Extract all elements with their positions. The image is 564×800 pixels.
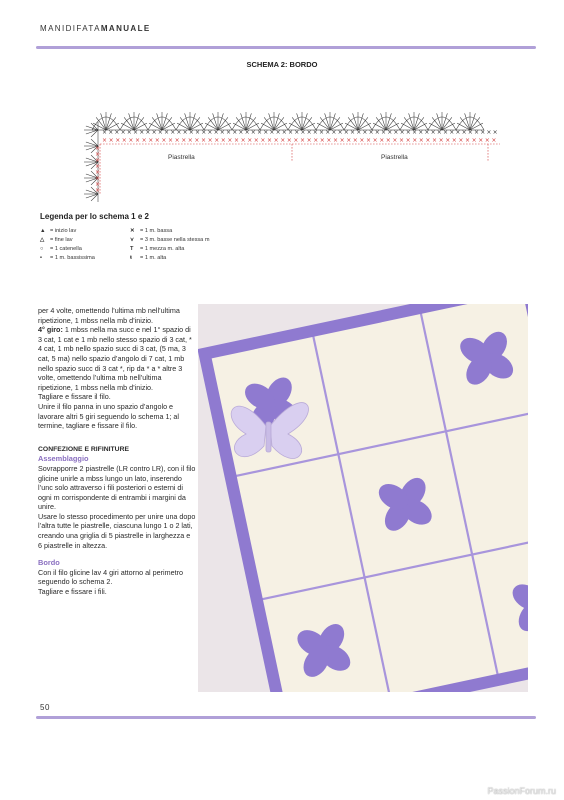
svg-text:×: × — [325, 129, 331, 136]
svg-text:×: × — [486, 129, 492, 136]
svg-text:×: × — [232, 129, 238, 136]
svg-text:×: × — [234, 137, 240, 144]
svg-text:×: × — [362, 129, 368, 136]
double-crochet-icon: ŧ — [130, 255, 132, 261]
svg-text:×: × — [157, 129, 163, 136]
svg-text:×: × — [331, 129, 337, 136]
legend-item: ŧ = 1 m. alta — [130, 255, 167, 261]
svg-text:×: × — [455, 129, 461, 136]
svg-text:×: × — [337, 129, 343, 136]
svg-text:×: × — [385, 137, 391, 144]
svg-text:×: × — [95, 181, 101, 188]
svg-text:×: × — [474, 129, 480, 136]
svg-text:×: × — [418, 137, 424, 144]
svg-text:×: × — [492, 129, 498, 136]
svg-text:×: × — [467, 129, 473, 136]
svg-text:×: × — [424, 129, 430, 136]
svg-text:×: × — [201, 129, 207, 136]
chain-icon: ○ — [40, 246, 44, 252]
svg-text:×: × — [161, 137, 167, 144]
svg-text:×: × — [372, 137, 378, 144]
svg-text:×: × — [220, 137, 226, 144]
svg-text:×: × — [359, 137, 365, 144]
svg-text:×: × — [95, 145, 101, 152]
svg-text:×: × — [247, 137, 253, 144]
svg-text:×: × — [368, 129, 374, 136]
svg-text:×: × — [170, 129, 176, 136]
svg-text:×: × — [393, 129, 399, 136]
svg-text:×: × — [240, 137, 246, 144]
svg-text:×: × — [102, 137, 108, 144]
legend-item: ✕ = 1 m. bassa — [130, 228, 173, 234]
svg-text:×: × — [399, 129, 405, 136]
section-heading: CONFEZIONE E RIFINITURE — [38, 445, 130, 453]
svg-text:×: × — [399, 137, 405, 144]
top-rule — [36, 46, 536, 49]
legend-right — [130, 227, 210, 263]
svg-text:×: × — [425, 137, 431, 144]
svg-text:×: × — [128, 137, 134, 144]
svg-text:×: × — [95, 187, 101, 194]
legend-title: Legenda per lo schema 1 e 2 — [40, 212, 149, 221]
svg-text:×: × — [263, 129, 269, 136]
tile-label-right: Piastrella — [381, 154, 408, 161]
page-number: 50 — [40, 703, 50, 712]
svg-text:×: × — [300, 129, 306, 136]
svg-text:×: × — [319, 137, 325, 144]
svg-text:×: × — [227, 137, 233, 144]
svg-text:×: × — [135, 137, 141, 144]
svg-text:×: × — [269, 129, 275, 136]
svg-text:×: × — [438, 137, 444, 144]
svg-text:×: × — [484, 137, 490, 144]
svg-text:×: × — [294, 129, 300, 136]
svg-text:×: × — [133, 129, 139, 136]
svg-text:×: × — [312, 129, 318, 136]
svg-text:×: × — [313, 137, 319, 144]
svg-text:×: × — [381, 129, 387, 136]
header-brand: MANIDIFATA — [40, 24, 101, 33]
svg-text:×: × — [471, 137, 477, 144]
svg-text:×: × — [374, 129, 380, 136]
svg-text:×: × — [491, 137, 497, 144]
svg-text:×: × — [145, 129, 151, 136]
subheading-assembly: Assemblaggio — [38, 454, 89, 464]
border-diagram — [62, 70, 502, 210]
header-section: MANUALE — [100, 24, 151, 33]
svg-text:×: × — [461, 129, 467, 136]
svg-text:×: × — [319, 129, 325, 136]
svg-text:×: × — [478, 137, 484, 144]
svg-text:×: × — [465, 137, 471, 144]
svg-text:×: × — [346, 137, 352, 144]
paragraph: Unire il filo panna in uno spazio d’angolo e lavorare altri 5 giri seguendo lo schema 1; al termine, tagliare e fissare il filo. — [38, 401, 180, 431]
svg-text:×: × — [436, 129, 442, 136]
instructions-column — [38, 306, 196, 597]
svg-text:×: × — [195, 129, 201, 136]
svg-text:×: × — [194, 137, 200, 144]
svg-text:×: × — [443, 129, 449, 136]
svg-text:×: × — [151, 129, 157, 136]
svg-text:×: × — [300, 137, 306, 144]
paragraph: 4° giro: 1 mbss nella ma succ e nel 1° spazio di 3 cat, 1 cat e 1 mb nello stesso spazio di 3 cat, * 4 cat, 1 mb nello spazio succ di 3 cat, (5 ma, 3 cat, 5 ma) nello spazio d’angolo di 7 cat, 1 mb nello spazio succ di 3 cat *, rip da * a * altre 3 volte, omettendo l’ultima mb nell’ultima ripetizione, 1 mbss nella mb d’inizio. — [38, 325, 192, 392]
svg-text:×: × — [102, 129, 108, 136]
svg-text:×: × — [168, 137, 174, 144]
svg-text:×: × — [449, 129, 455, 136]
paragraph: Usare lo stesso procedimento per unire una dopo l’altra tutte le piastrelle, ciascuna lungo 1 o 2 lati, creando una griglia di 5 piastrelle in larghezza e 6 piastrelle in altezza. — [38, 511, 196, 550]
triple-sc-icon: ⋎ — [130, 237, 135, 243]
svg-text:×: × — [480, 129, 486, 136]
svg-text:×: × — [288, 129, 294, 136]
svg-text:×: × — [115, 137, 121, 144]
svg-text:×: × — [148, 137, 154, 144]
svg-text:×: × — [226, 129, 232, 136]
svg-text:×: × — [293, 137, 299, 144]
svg-text:×: × — [445, 137, 451, 144]
svg-text:×: × — [164, 129, 170, 136]
svg-text:×: × — [121, 137, 127, 144]
svg-text:×: × — [405, 137, 411, 144]
paragraph: Tagliare e fissare i fili. — [38, 587, 107, 597]
svg-text:×: × — [326, 137, 332, 144]
svg-text:×: × — [95, 151, 101, 158]
svg-text:×: × — [379, 137, 385, 144]
svg-text:×: × — [213, 129, 219, 136]
svg-text:×: × — [430, 129, 436, 136]
svg-text:×: × — [214, 137, 220, 144]
running-header — [40, 24, 151, 33]
svg-text:×: × — [257, 129, 263, 136]
legend-item: △ = fine lav — [40, 237, 73, 243]
svg-text:×: × — [238, 129, 244, 136]
svg-text:×: × — [418, 129, 424, 136]
svg-text:×: × — [356, 129, 362, 136]
legend-item: ▲ = inizio lav — [40, 228, 77, 234]
svg-text:×: × — [207, 129, 213, 136]
svg-text:×: × — [275, 129, 281, 136]
svg-text:×: × — [405, 129, 411, 136]
svg-text:×: × — [306, 129, 312, 136]
svg-text:×: × — [412, 129, 418, 136]
start-icon: ▲ — [40, 228, 46, 234]
svg-text:×: × — [350, 129, 356, 136]
svg-text:×: × — [253, 137, 259, 144]
legend-item: ○ = 1 catenella — [40, 246, 82, 252]
svg-text:×: × — [244, 129, 250, 136]
svg-text:×: × — [176, 129, 182, 136]
svg-text:×: × — [120, 129, 126, 136]
schema-title: SCHEMA 2: BORDO — [246, 60, 318, 69]
svg-text:×: × — [141, 137, 147, 144]
svg-text:×: × — [188, 129, 194, 136]
legend-item: T = 1 mezza m. alta — [130, 246, 185, 252]
svg-text:×: × — [95, 169, 101, 176]
svg-text:×: × — [219, 129, 225, 136]
legend-item: ⋎ = 3 m. basse nella stessa m — [130, 237, 210, 243]
svg-text:×: × — [95, 175, 101, 182]
paragraph: Sovrapporre 2 piastrelle (LR contro LR), con il filo glicine unirle a mbss lungo un lato, inserendo l’unc solo attraverso i fili posteriori o esterni di ogni m corrispondente di entrambi i margini da unire. — [38, 463, 196, 512]
svg-text:×: × — [458, 137, 464, 144]
paragraph: per 4 volte, omettendo l’ultima mb nell’ultima ripetizione, 1 mbss nella mb d’inizio. — [38, 306, 180, 325]
watermark: PassionForum.ru — [487, 786, 556, 796]
svg-text:×: × — [339, 137, 345, 144]
svg-text:×: × — [95, 163, 101, 170]
half-double-icon: T — [130, 246, 134, 252]
svg-text:×: × — [182, 129, 188, 136]
svg-text:×: × — [451, 137, 457, 144]
svg-text:×: × — [139, 129, 145, 136]
slip-stitch-icon: • — [40, 255, 42, 261]
svg-text:×: × — [108, 129, 114, 136]
svg-text:×: × — [343, 129, 349, 136]
svg-text:×: × — [95, 157, 101, 164]
svg-text:×: × — [392, 137, 398, 144]
legend-left — [40, 227, 95, 263]
subheading-border: Bordo — [38, 558, 60, 568]
svg-text:×: × — [333, 137, 339, 144]
svg-text:×: × — [260, 137, 266, 144]
svg-text:×: × — [174, 137, 180, 144]
single-crochet-icon: ✕ — [130, 228, 135, 234]
svg-text:×: × — [281, 129, 287, 136]
svg-text:×: × — [114, 129, 120, 136]
bottom-rule — [36, 716, 536, 719]
svg-text:×: × — [352, 137, 358, 144]
svg-text:×: × — [273, 137, 279, 144]
svg-text:×: × — [366, 137, 372, 144]
paragraph: Tagliare e fissare il filo. — [38, 392, 111, 402]
svg-text:×: × — [286, 137, 292, 144]
svg-text:×: × — [306, 137, 312, 144]
blanket-photo — [198, 304, 528, 692]
paragraph: Con il filo glicine lav 4 giri attorno al perimetro seguendo lo schema 2. — [38, 567, 184, 587]
svg-text:×: × — [267, 137, 273, 144]
end-icon: △ — [40, 237, 45, 243]
svg-text:×: × — [432, 137, 438, 144]
svg-text:×: × — [108, 137, 114, 144]
svg-text:×: × — [387, 129, 393, 136]
svg-text:×: × — [250, 129, 256, 136]
svg-text:×: × — [280, 137, 286, 144]
svg-text:×: × — [154, 137, 160, 144]
tile-label-left: Piastrella — [168, 154, 195, 161]
svg-text:×: × — [201, 137, 207, 144]
legend-item: • = 1 m. bassissima — [40, 255, 95, 261]
svg-text:×: × — [187, 137, 193, 144]
svg-text:×: × — [412, 137, 418, 144]
svg-text:×: × — [126, 129, 132, 136]
svg-text:×: × — [181, 137, 187, 144]
svg-text:×: × — [207, 137, 213, 144]
